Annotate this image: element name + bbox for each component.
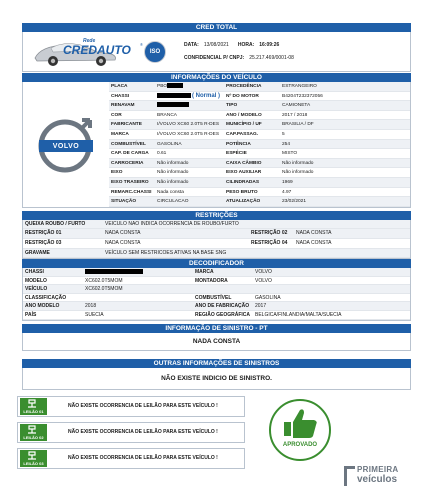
decoder-value: 2018: [85, 303, 97, 310]
field-value: MISTO: [282, 151, 298, 157]
iso-seal: [144, 41, 166, 63]
confidential-label: CONFIDENCIAL P/ CNPJ:: [184, 55, 245, 61]
field-value: BRASILIA / DF: [282, 122, 314, 128]
field-label: ESPÉCIE: [226, 151, 247, 157]
field-value: GASOLINA: [157, 141, 182, 147]
field-value: 23/02/2021: [282, 199, 307, 205]
restrictions-title-bar: RESTRIÇÕES: [22, 211, 411, 220]
table-row: [109, 149, 410, 159]
field-label: CARROCERIA: [111, 160, 144, 166]
field-value: [157, 101, 226, 110]
gavel-icon: [20, 450, 47, 461]
field-label: SITUAÇÃO: [111, 199, 137, 205]
decoder-label: REGIÃO GEOGRÁFICA: [195, 312, 251, 319]
leilao-row: [17, 396, 245, 417]
leilao-row: [17, 448, 245, 469]
thumbs-up-icon: [268, 398, 332, 462]
field-value: CAMIONETA: [282, 103, 311, 109]
time-label: HORA:: [237, 42, 255, 48]
leilao-badge: [20, 450, 47, 467]
table-row: [109, 159, 410, 169]
field-value: [157, 82, 226, 91]
queixa-value: VEICULO NAO INDICA OCORRENCIA DE ROUBO/FURTO: [105, 220, 239, 227]
leilao-badge-label: LEILÃO 01: [23, 408, 44, 414]
decoder-label: MODELO: [25, 277, 47, 284]
restriction-label: RESTRIÇÃO 01: [25, 230, 62, 237]
decoder-value: VOLVO: [255, 277, 272, 284]
decoder-label: PAÍS: [25, 312, 37, 319]
logo-small-text: Rede: [83, 38, 96, 44]
field-value: B4204T232372056: [282, 93, 323, 99]
field-label: CAP.PASSAG.: [226, 131, 259, 137]
table-row: [109, 168, 410, 178]
gavel-icon: [20, 398, 47, 409]
table-row: [23, 311, 410, 320]
field-value: [157, 92, 226, 101]
decoder-label: VEÍCULO: [25, 286, 48, 293]
decoder-value: XC602.0T5MOM: [85, 277, 123, 284]
decoder-label: ANO DE FABRICAÇÃO: [195, 303, 250, 310]
field-value: CIRCULACAO: [157, 199, 189, 205]
table-row: [23, 277, 410, 286]
decoder-value: SUECIA: [85, 312, 104, 319]
field-label: Nº DO MOTOR: [226, 93, 259, 99]
field-label: RENAVAM: [111, 103, 135, 109]
outros-section: [22, 368, 411, 390]
aprovado-label: APROVADO: [282, 441, 318, 448]
decoder-label: MARCA: [195, 269, 214, 276]
decoder-value: 2017: [255, 303, 267, 310]
table-row: [109, 178, 410, 188]
date-label: DATA:: [184, 42, 199, 48]
table-row: [23, 285, 410, 294]
field-value: 0.61: [157, 151, 167, 157]
leilao-badge: [20, 398, 47, 415]
field-label: EIXO: [111, 170, 123, 176]
field-label: CAIXA CÂMBIO: [226, 160, 262, 166]
table-row: [109, 92, 410, 102]
table-row: [109, 140, 410, 150]
decoder-value: [85, 294, 195, 302]
table-row: [23, 268, 410, 277]
table-row: [109, 101, 410, 111]
decoder-value: VOLVO: [255, 269, 272, 276]
restriction-value: NADA CONSTA: [296, 230, 332, 237]
field-value: 254: [282, 141, 291, 147]
gravame-label: GRAVAME: [25, 249, 50, 256]
field-label: MARCA: [111, 131, 129, 137]
restriction-label: RESTRIÇÃO 04: [251, 239, 288, 246]
table-row: [23, 294, 410, 303]
leilao-status-text: NÃO EXISTE OCORRENCIA DE LEILÃO PARA ESTE VEÍCULO !: [68, 403, 218, 410]
decoder-label: CLASSIFICAÇÃO: [25, 294, 67, 301]
field-value: 2017 / 2018: [282, 112, 308, 118]
table-row: [23, 220, 410, 230]
time-value: 16:09:26: [259, 42, 280, 48]
outros-value: NÃO EXISTE INDICIO DE SINISTRO.: [161, 374, 272, 382]
field-label: REMARC.CHASSI: [111, 189, 152, 195]
field-value-text: PBO: [157, 84, 168, 89]
redaction-bar: [85, 269, 143, 274]
vehicle-info-table: [109, 82, 410, 207]
field-value: Nada consta: [157, 189, 184, 195]
field-label: COR: [111, 112, 122, 118]
field-label: ATUALIZAÇÃO: [226, 199, 261, 205]
field-label: MUNICÍPIO / UF: [226, 122, 262, 128]
decoder-title-bar: DECODIFICADOR: [22, 259, 411, 268]
field-value: I/VOLVO XC60 2.0T5 R-DES: [157, 131, 220, 137]
field-label: PESO BRUTO: [226, 189, 258, 195]
leilao-badge: [20, 424, 47, 441]
leilao-badge-label: LEILÃO 03: [23, 460, 44, 466]
field-value: BRANCA: [157, 112, 177, 118]
credauto-logo: [23, 32, 180, 71]
queixa-label: QUEIXA ROUBO / FURTO: [25, 220, 86, 227]
leilao-area: [22, 396, 411, 488]
vehicle-info-title-bar: INFORMAÇÕES DO VEÍCULO: [22, 73, 411, 82]
field-value: Não informado: [282, 160, 314, 166]
table-row: [109, 120, 410, 130]
field-value: 4.97: [282, 189, 292, 195]
field-label: PLACA: [111, 84, 128, 89]
field-value: Não informado: [157, 160, 189, 166]
field-value: Não informado: [157, 179, 189, 185]
redaction-bar: [167, 83, 183, 88]
brand-line1: PRIMEIRA: [357, 464, 399, 474]
header-body: [22, 32, 411, 72]
decoder-label: [195, 285, 255, 293]
table-row: [23, 239, 410, 249]
gavel-icon: [20, 424, 47, 435]
sinistro-title-bar: INFORMAÇÃO DE SINISTRO - PT: [22, 324, 411, 333]
p-mark-icon: [344, 466, 355, 486]
decoder-section: [22, 268, 411, 321]
field-label: FABRICANTE: [111, 122, 142, 128]
restriction-value: NADA CONSTA: [296, 239, 332, 246]
table-row: [109, 197, 410, 207]
decoder-value: XC602.0T5MOM: [85, 286, 123, 293]
brand-line2: veículos: [357, 473, 398, 485]
field-value: I/VOLVO XC60 2.0T5 R-DES: [157, 122, 220, 128]
table-row: [109, 130, 410, 140]
confidential-value: 25.217.469/0001-08: [249, 55, 294, 61]
primeira-veiculos-logo: [344, 464, 412, 488]
field-label: POTÊNCIA: [226, 141, 251, 147]
field-label: CILINDRADAS: [226, 179, 260, 185]
leilao-row: [17, 422, 245, 443]
logo-registered: ®: [140, 42, 143, 47]
decoder-label: CHASSI: [25, 269, 44, 276]
sinistro-value: NADA CONSTA: [192, 337, 241, 345]
field-label: EIXO TRASEIRO: [111, 179, 149, 185]
gravame-value: VEÍCULO SEM RESTRICOES ATIVAS NA BASE SNG: [105, 249, 227, 256]
field-value: Não informado: [282, 170, 314, 176]
normal-status-tag: ( Normal ): [192, 92, 221, 99]
restriction-value: NADA CONSTA: [105, 239, 141, 246]
volvo-logo: [23, 82, 109, 207]
table-row: [23, 302, 410, 311]
restriction-label: RESTRIÇÃO 02: [251, 230, 288, 237]
redaction-bar: [157, 93, 191, 98]
date-value: 13/08/2021: [203, 42, 229, 48]
table-row: [109, 111, 410, 121]
header-info: [180, 32, 410, 71]
table-row: [109, 82, 410, 92]
field-label: EIXO AUXILIAR: [226, 170, 262, 176]
field-label: CHASSI: [111, 93, 130, 99]
report: [22, 23, 411, 488]
field-label: CAP. DE CARGA: [111, 151, 149, 157]
field-label: COMBUSTÍVEL: [111, 141, 146, 147]
field-value: ESTRANGEIRO: [282, 84, 317, 89]
field-label: PROCEDÊNCIA: [226, 84, 262, 89]
decoder-value: [85, 268, 195, 276]
decoder-label: ANO MODELO: [25, 303, 60, 310]
restrictions-section: [22, 220, 411, 259]
table-row: [109, 188, 410, 198]
decoder-label: COMBUSTÍVEL: [195, 294, 232, 301]
leilao-status-text: NÃO EXISTE OCORRENCIA DE LEILÃO PARA ESTE VEÍCULO !: [68, 455, 218, 462]
sinistro-section: [22, 333, 411, 351]
decoder-value: [255, 285, 410, 293]
logo-main-text: CREDAUTO: [63, 43, 131, 57]
restriction-label: RESTRIÇÃO 03: [25, 239, 62, 246]
iso-label: ISO: [149, 49, 161, 55]
header-title-bar: CRED TOTAL: [22, 23, 411, 32]
field-value: Não informado: [157, 170, 189, 176]
field-value: 5: [282, 131, 285, 137]
leilao-badge-label: LEILÃO 02: [23, 434, 44, 440]
outros-title-bar: OUTRAS INFORMAÇÕES DE SINISTROS: [22, 359, 411, 368]
decoder-value: BELGICA/FINLANDIA/MALTA/SUECIA: [255, 312, 342, 319]
aprovado-seal: [268, 398, 332, 462]
field-value: 1969: [282, 179, 293, 185]
table-row: [23, 249, 410, 259]
table-row: [23, 229, 410, 239]
decoder-label: MONTADORA: [195, 277, 228, 284]
leilao-status-text: NÃO EXISTE OCORRENCIA DE LEILÃO PARA ESTE VEÍCULO !: [68, 429, 218, 436]
restriction-value: NADA CONSTA: [105, 230, 141, 237]
field-label: ANO / MODELO: [226, 112, 262, 118]
decoder-value: GASOLINA: [255, 294, 281, 301]
vehicle-info-section: [22, 82, 411, 208]
volvo-logo-text: VOLVO: [52, 142, 80, 150]
redaction-bar: [157, 102, 189, 107]
field-label: TIPO: [226, 103, 238, 109]
